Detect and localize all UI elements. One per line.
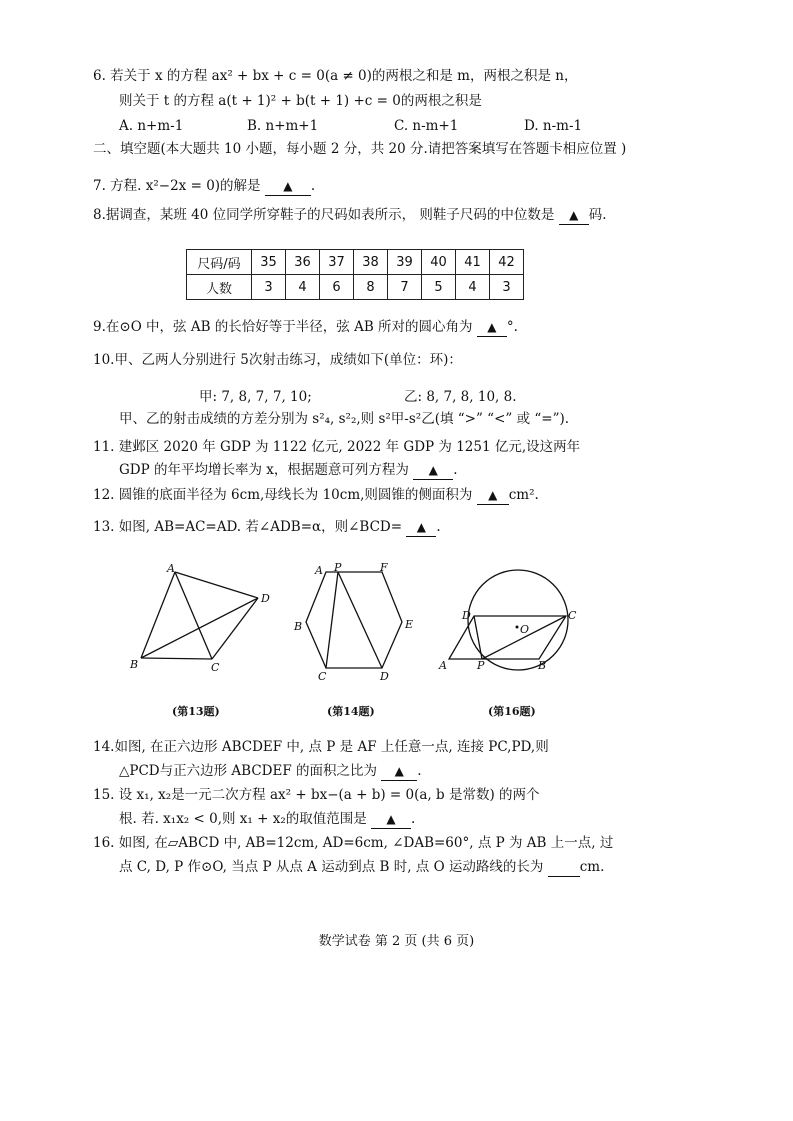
q12-end: cm². — [508, 487, 539, 503]
size-cell: 37 — [320, 250, 354, 275]
size-cell: 35 — [252, 250, 286, 275]
count-cell: 3 — [252, 275, 286, 300]
row-header-count: 人数 — [187, 275, 252, 300]
fig16-label-o: O — [520, 623, 530, 636]
q10-yi-scores: 乙: 8, 7, 8, 10, 8. — [404, 389, 517, 405]
fig14-label-a: A — [315, 564, 323, 577]
q10-line1: 10.甲、乙两人分别进行 5次射击练习，成绩如下(单位：环)： — [93, 352, 462, 368]
fig13-caption: (第13题) — [172, 705, 220, 718]
fig16-caption: (第16题) — [488, 705, 536, 718]
parallelogram-abcd — [449, 616, 566, 659]
figure-13 — [125, 560, 275, 674]
q14-end: . — [417, 763, 422, 779]
count-cell: 7 — [388, 275, 422, 300]
size-cell: 42 — [490, 250, 524, 275]
q6-option-d: D. n-m-1 — [524, 118, 583, 134]
q13-end: . — [436, 519, 441, 535]
q11-answer-blank: ▲ — [413, 461, 453, 480]
q11-line1: 11. 建邺区 2020 年 GDP 为 1122 亿元, 2022 年 GDP 为 1251 亿元,设这两年 — [93, 439, 581, 455]
shoe-size-table — [186, 249, 524, 300]
fig14-label-d: D — [380, 670, 389, 683]
fig14-label-p: P — [334, 561, 342, 574]
q14-answer-blank: ▲ — [381, 762, 417, 781]
q6-option-c: C. n-m+1 — [394, 118, 459, 134]
segment-ad — [175, 572, 258, 598]
q11-text: GDP 的年平均增长率为 x，根据题意可列方程为 — [119, 462, 409, 478]
fig16-label-b: B — [538, 659, 547, 672]
size-cell: 40 — [422, 250, 456, 275]
q16-text: 点 C, D, P 作⊙O, 当点 P 从点 A 运动到点 B 时, 点 O 运动路线的长为 — [119, 859, 544, 875]
q15-line2 — [119, 810, 415, 829]
q9 — [93, 318, 518, 337]
q6-line1: 6. 若关于 x 的方程 ax² + bx + c = 0(a ≠ 0)的两根之和是 m，两根之积是 n， — [93, 68, 578, 84]
q11-line2 — [119, 461, 457, 480]
count-cell: 4 — [456, 275, 490, 300]
circle-o — [468, 570, 568, 670]
q14-line1: 14.如图, 在正六边形 ABCDEF 中, 点 P 是 AF 上任意一点, 连接 PC,PD,则 — [93, 739, 549, 755]
q8-end: 码. — [588, 207, 607, 223]
fig13-label-c: C — [211, 661, 220, 674]
fig14-label-f: F — [380, 561, 388, 574]
row-header-size: 尺码/码 — [187, 250, 252, 275]
size-cell: 41 — [456, 250, 490, 275]
hexagon — [306, 572, 402, 668]
q9-end: °. — [506, 319, 518, 335]
table-row — [187, 275, 524, 300]
q16-end: cm. — [579, 859, 605, 875]
count-cell: 6 — [320, 275, 354, 300]
q8 — [93, 206, 607, 225]
q9-text: 9.在⊙O 中，弦 AB 的长恰好等于半径，弦 AB 所对的圆心角为 — [93, 319, 473, 335]
q10-jia-scores: 甲: 7, 8, 7, 7, 10; — [199, 389, 312, 405]
fig13-label-a: A — [167, 562, 175, 575]
q13-answer-blank: ▲ — [406, 518, 436, 537]
count-cell: 5 — [422, 275, 456, 300]
q12-text: 12. 圆锥的底面半径为 6cm,母线长为 10cm,则圆锥的侧面积为 — [93, 487, 473, 503]
fig16-label-a: A — [439, 659, 447, 672]
q10-line3: 甲、乙的射击成绩的方差分别为 s²₄, s²₂,则 s²甲-s²乙(填 “>” “<” 或 “=”). — [119, 411, 570, 427]
page-footer: 数学试卷 第 2 页 (共 6 页) — [318, 934, 475, 949]
count-cell: 3 — [490, 275, 524, 300]
fig14-caption: (第14题) — [327, 705, 375, 718]
q7 — [93, 177, 315, 196]
q13 — [93, 518, 441, 537]
q11-end: . — [453, 462, 458, 478]
q13-text: 13. 如图, AB=AC=AD. 若∠ADB=α，则∠BCD= — [93, 519, 403, 535]
q16-line2 — [119, 858, 604, 877]
q14-text: △PCD与正六边形 ABCDEF 的面积之比为 — [119, 763, 377, 779]
fig16-label-c: C — [568, 609, 577, 622]
fig14-label-c: C — [318, 670, 327, 683]
fig13-label-d: D — [261, 592, 270, 605]
segment-bd — [141, 598, 258, 658]
center-o-dot — [516, 626, 519, 629]
q12-answer-blank: ▲ — [477, 486, 509, 505]
fig16-label-p: P — [477, 659, 485, 672]
figure-16 — [435, 555, 585, 675]
q6-option-b: B. n+m+1 — [247, 118, 319, 134]
q15-text: 根. 若. x₁x₂ < 0,则 x₁ + x₂的取值范围是 — [119, 811, 367, 827]
q7-text: 7. 方程. x²−2x = 0)的解是 — [93, 178, 261, 194]
segment-pc — [326, 572, 338, 668]
fig14-label-b: B — [294, 620, 303, 633]
q12 — [93, 486, 539, 505]
q7-answer-blank: ▲ — [265, 177, 311, 196]
q8-text: 8.据调查，某班 40 位同学所穿鞋子的尺码如表所示， 则鞋子尺码的中位数是 — [93, 207, 555, 223]
section2-header: 二、填空题(本大题共 10 小题，每小题 2 分，共 20 分.请把答案填写在答题卡相应位置 ) — [93, 141, 627, 157]
size-cell: 39 — [388, 250, 422, 275]
q16-line1: 16. 如图, 在▱ABCD 中, AB=12cm, AD=6cm, ∠DAB=60°, 点 P 为 AB 上一点, 过 — [93, 835, 614, 851]
segment-bc — [141, 658, 212, 659]
fig14-label-e: E — [405, 618, 414, 631]
q15-line1: 15. 设 x₁, x₂是一元二次方程 ax² + bx−(a + b) = 0(a, b 是常数) 的两个 — [93, 787, 540, 803]
figure-14 — [290, 560, 420, 683]
count-cell: 8 — [354, 275, 388, 300]
q15-answer-blank: ▲ — [371, 810, 411, 829]
q6-line2: 则关于 t 的方程 a(t + 1)² + b(t + 1) +c = 0的两根之积是 — [119, 93, 482, 109]
q9-answer-blank: ▲ — [477, 318, 507, 337]
size-cell: 36 — [286, 250, 320, 275]
q14-line2 — [119, 762, 422, 781]
segment-pd — [338, 572, 382, 668]
q6-option-a: A. n+m-1 — [119, 118, 184, 134]
fig13-label-b: B — [130, 658, 139, 671]
segment-dp — [474, 616, 482, 659]
segment-ac — [175, 572, 212, 659]
fig16-label-d: D — [462, 609, 471, 622]
q16-answer-blank — [548, 858, 580, 877]
q7-end: . — [310, 178, 316, 194]
count-cell: 4 — [286, 275, 320, 300]
q15-end: . — [411, 811, 416, 827]
q8-answer-blank: ▲ — [559, 206, 589, 225]
table-row — [187, 250, 524, 275]
segment-cd — [212, 598, 258, 659]
size-cell: 38 — [354, 250, 388, 275]
segment-ab — [141, 572, 175, 658]
